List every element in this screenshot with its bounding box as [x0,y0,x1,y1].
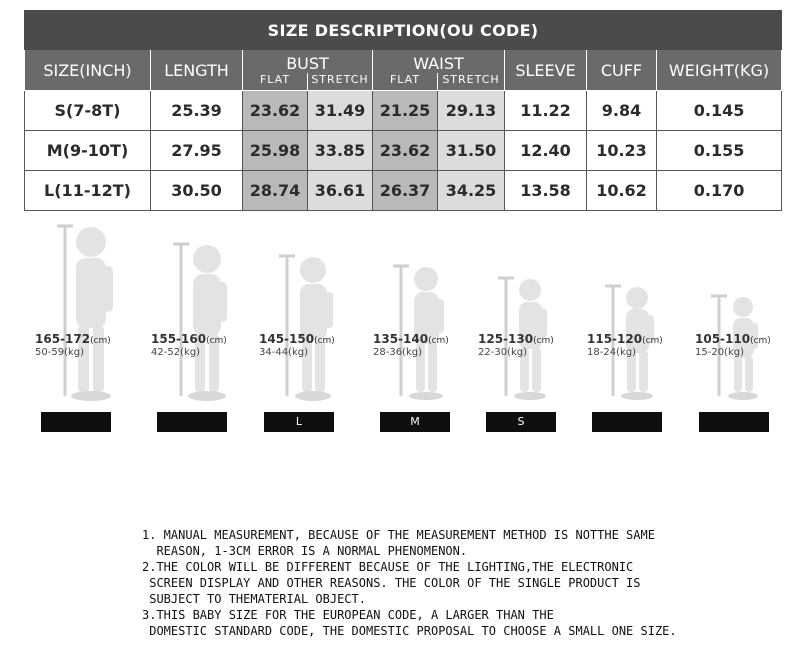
size-figures [0,222,810,437]
cell-waist-stretch: 34.25 [438,171,505,211]
cell-bust-stretch: 33.85 [308,131,373,171]
note-line: 1. MANUAL MEASUREMENT, BECAUSE OF THE MEASUREMENT METHOD IS NOTTHE SAME [142,528,655,542]
note-line: DOMESTIC STANDARD CODE, THE DOMESTIC PROPOSAL TO CHOOSE A SMALL ONE SIZE. [142,624,677,638]
cell-waist-stretch: 29.13 [438,91,505,131]
note-item [142,527,782,559]
height-range: 125-130 [478,332,534,346]
height-unit: (cm) [533,336,554,346]
child-silhouette-icon [43,222,123,402]
header-sleeve: SLEEVE [505,50,587,91]
cell-weight: 0.145 [657,91,782,131]
size-tag: M [380,412,450,432]
cell-bust-flat: 28.74 [243,171,308,211]
size-tag [592,412,662,432]
header-length: LENGTH [151,50,243,91]
header-cuff: CUFF [587,50,657,91]
cell-size: M(9-10T) [25,131,151,171]
note-line: 3.THIS BABY SIZE FOR THE EUROPEAN CODE, A LARGER THAN THE [142,608,554,622]
height-range: 135-140 [373,332,429,346]
height-range: 165-172 [35,332,91,346]
height-unit: (cm) [206,336,227,346]
figure-group [478,222,568,437]
cell-length: 25.39 [151,91,243,131]
height-unit: (cm) [314,336,335,346]
height-unit: (cm) [428,336,449,346]
cell-bust-flat: 25.98 [243,131,308,171]
weight-range: 18-24(kg) [587,347,636,358]
note-line: SUBJECT TO THEMATERIAL OBJECT. [142,592,366,606]
cell-bust-flat: 23.62 [243,91,308,131]
cell-length: 30.50 [151,171,243,211]
cell-weight: 0.170 [657,171,782,211]
size-tag: L [264,412,334,432]
figure-group [151,222,241,437]
note-item [142,607,782,639]
weight-range: 34-44(kg) [259,347,308,358]
cell-bust-stretch: 36.61 [308,171,373,211]
header-size: SIZE(INCH) [25,50,151,91]
cell-length: 27.95 [151,131,243,171]
height-range: 155-160 [151,332,207,346]
weight-range: 22-30(kg) [478,347,527,358]
cell-size: L(11-12T) [25,171,151,211]
weight-range: 50-59(kg) [35,347,84,358]
height-range: 145-150 [259,332,315,346]
header-waist-flat: FLAT [373,73,438,91]
child-silhouette-icon [267,252,347,402]
cell-bust-stretch: 31.49 [308,91,373,131]
cell-sleeve: 12.40 [505,131,587,171]
size-tag [699,412,769,432]
height-unit: (cm) [750,336,771,346]
note-line: REASON, 1-3CM ERROR IS A NORMAL PHENOMENON. [142,544,468,558]
weight-range: 42-52(kg) [151,347,200,358]
figure-group [695,222,785,437]
cell-cuff: 10.62 [587,171,657,211]
size-table [24,10,782,211]
header-bust-stretch: STRETCH [308,73,373,91]
cell-sleeve: 11.22 [505,91,587,131]
figure-group [35,222,125,437]
figure-group [259,222,349,437]
cell-waist-flat: 21.25 [373,91,438,131]
table-row [25,171,782,211]
header-waist-stretch: STRETCH [438,73,505,91]
height-range: 105-110 [695,332,751,346]
height-unit: (cm) [642,336,663,346]
header-bust: BUST [243,50,373,73]
weight-range: 15-20(kg) [695,347,744,358]
cell-weight: 0.155 [657,131,782,171]
size-tag: S [486,412,556,432]
table-title: SIZE DESCRIPTION(OU CODE) [25,11,782,50]
cell-waist-flat: 23.62 [373,131,438,171]
header-bust-flat: FLAT [243,73,308,91]
header-weight: WEIGHT(KG) [657,50,782,91]
figure-group [373,222,463,437]
weight-range: 28-36(kg) [373,347,422,358]
height-unit: (cm) [90,336,111,346]
header-waist: WAIST [373,50,505,73]
height-range: 115-120 [587,332,643,346]
cell-cuff: 10.23 [587,131,657,171]
cell-cuff: 9.84 [587,91,657,131]
cell-waist-stretch: 31.50 [438,131,505,171]
note-item [142,559,782,607]
size-tag [41,412,111,432]
figure-group [587,222,677,437]
table-row [25,131,782,171]
cell-sleeve: 13.58 [505,171,587,211]
notes [142,527,782,639]
size-tag [157,412,227,432]
cell-waist-flat: 26.37 [373,171,438,211]
table-row [25,91,782,131]
cell-size: S(7-8T) [25,91,151,131]
note-line: 2.THE COLOR WILL BE DIFFERENT BECAUSE OF THE LIGHTING,THE ELECTRONIC [142,560,634,574]
child-silhouette-icon [159,240,239,402]
note-line: SCREEN DISPLAY AND OTHER REASONS. THE COLOR OF THE SINGLE PRODUCT IS [142,576,641,590]
